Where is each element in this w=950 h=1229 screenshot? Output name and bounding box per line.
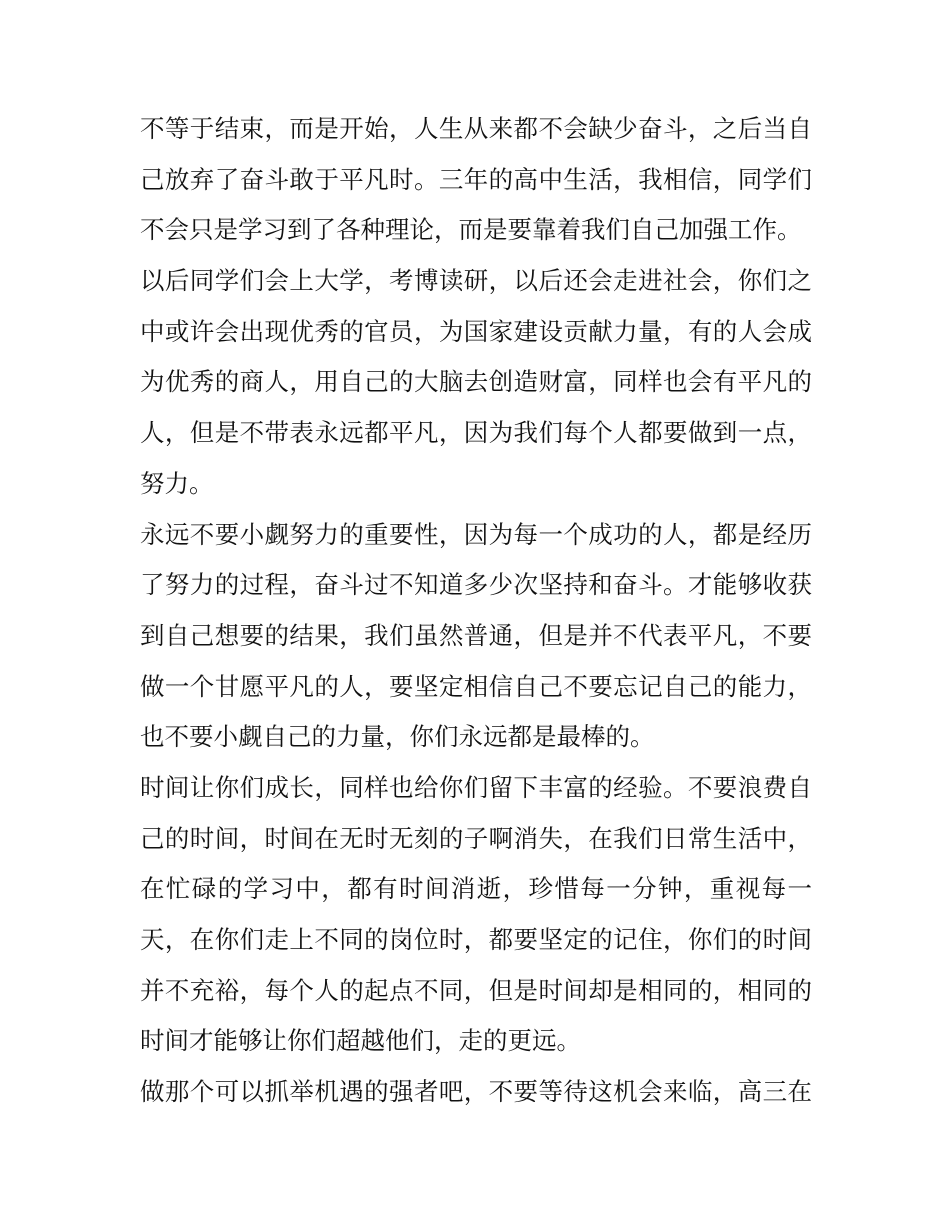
text-line: 不会只是学习到了各种理论，而是要靠着我们自己加强工作。 [140, 215, 802, 245]
text-line: 己的时间，时间在无时无刻的子啊消失，在我们日常生活中， [140, 823, 812, 853]
text-line: 以后同学们会上大学，考博读研，以后还会走进社会，你们之 [140, 266, 812, 296]
text-line: 人，但是不带表永远都平凡，因为我们每个人都要做到一点， [140, 418, 812, 448]
text-line: 中或许会出现优秀的官员，为国家建设贡献力量，有的人会成 [140, 316, 812, 346]
text-line: 永远不要小觑努力的重要性，因为每一个成功的人，都是经历 [140, 519, 812, 549]
text-line: 了努力的过程，奋斗过不知道多少次坚持和奋斗。才能够收获 [140, 570, 812, 600]
text-line: 不等于结束，而是开始，人生从来都不会缺少奋斗，之后当自 [140, 114, 812, 143]
text-line: 做一个甘愿平凡的人，要坚定相信自己不要忘记自己的能力， [140, 671, 812, 701]
document-body [140, 104, 812, 1118]
text-line: 天，在你们走上不同的岗位时，都要坚定的记住，你们的时间 [140, 925, 812, 954]
text-line: 为优秀的商人，用自己的大脑去创造财富，同样也会有平凡的 [140, 367, 812, 397]
text-line: 在忙碌的学习中，都有时间消逝，珍惜每一分钟，重视每一 [140, 874, 812, 904]
text-line: 己放弃了奋斗敢于平凡时。三年的高中生活，我相信，同学们 [140, 164, 812, 194]
text-line: 到自己想要的结果，我们虽然普通，但是并不代表平凡，不要 [140, 620, 812, 650]
text-line: 努力。 [140, 468, 214, 498]
text-line: 时间让你们成长，同样也给你们留下丰富的经验。不要浪费自 [140, 772, 812, 802]
text-line: 并不充裕，每个人的起点不同，但是时间却是相同的，相同的 [140, 975, 812, 1005]
text-line: 也不要小觑自己的力量，你们永远都是最棒的。 [140, 722, 655, 752]
text-line: 做那个可以抓举机遇的强者吧，不要等待这机会来临，高三在 [140, 1077, 812, 1107]
text-line: 时间才能够让你们超越他们，走的更远。 [140, 1026, 581, 1056]
